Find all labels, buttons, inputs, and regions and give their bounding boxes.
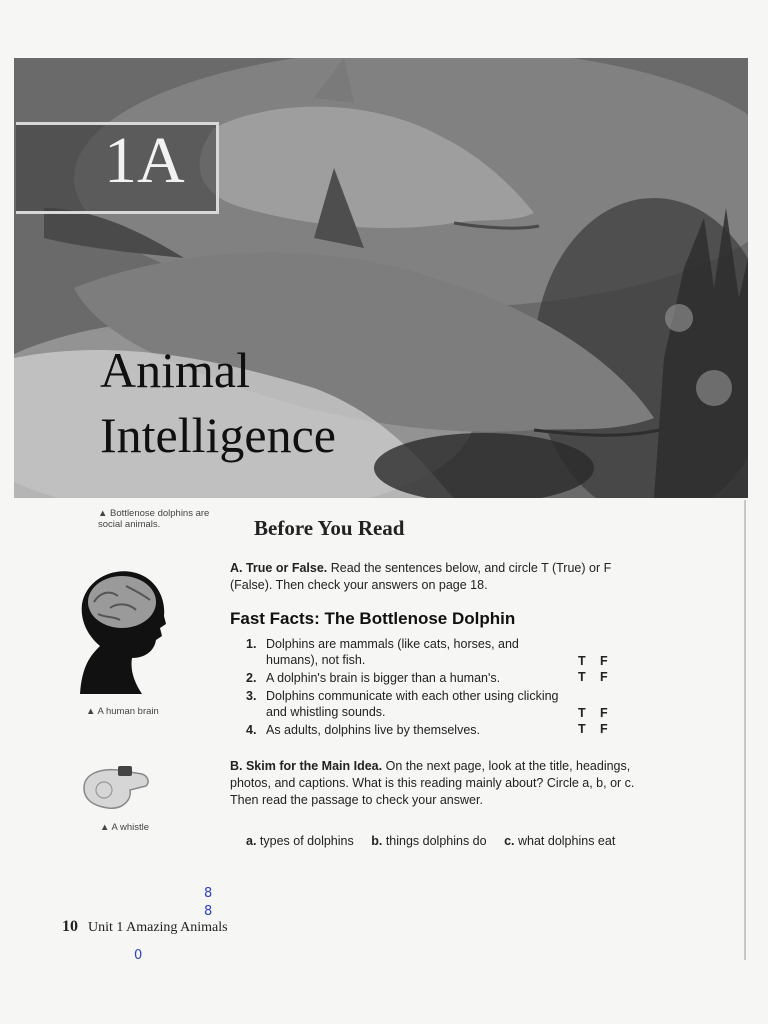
- true-option[interactable]: T: [578, 670, 586, 684]
- fact-number: 1.: [246, 637, 257, 651]
- handwritten-mark: 8: [204, 886, 213, 901]
- choice-text: types of dolphins: [259, 834, 354, 848]
- fast-facts-title: Fast Facts: The Bottlenose Dolphin: [230, 609, 516, 628]
- fact-number: 4.: [246, 723, 257, 737]
- section-a: [230, 560, 650, 594]
- fact-text: Dolphins communicate with each other using clicking and whistling sounds.: [266, 689, 559, 719]
- fact-item: [246, 636, 646, 668]
- fact-item: [246, 722, 646, 738]
- section-heading: Before You Read: [254, 516, 405, 540]
- choice-c[interactable]: [504, 834, 615, 848]
- caption-whistle: ▲ A whistle: [100, 822, 150, 833]
- choice-letter: b.: [371, 834, 383, 848]
- page-number: 10: [62, 918, 78, 935]
- false-option[interactable]: F: [600, 722, 608, 736]
- fact-number: 3.: [246, 689, 257, 703]
- true-option[interactable]: T: [578, 706, 586, 720]
- section-b-label: B. Skim for the Main Idea.: [230, 759, 383, 773]
- fact-text: Dolphins are mammals (like cats, horses, and humans), not fish.: [266, 637, 519, 667]
- section-b: [230, 758, 650, 809]
- answer-choices: [246, 834, 629, 848]
- fact-item: [246, 688, 646, 720]
- unit-title-line1: Animal: [100, 342, 250, 398]
- handwritten-mark: 8: [204, 904, 213, 919]
- true-option[interactable]: T: [578, 722, 586, 736]
- fact-item: [246, 670, 646, 686]
- section-a-label: A. True or False.: [230, 561, 328, 575]
- fact-number: 2.: [246, 671, 257, 685]
- choice-text: what dolphins eat: [518, 834, 616, 848]
- caption-brain: ▲ A human brain: [86, 706, 159, 717]
- fact-text: A dolphin's brain is bigger than a human's.: [266, 671, 501, 685]
- unit-label: Unit 1 Amazing Animals: [88, 920, 228, 935]
- unit-title-line2: Intelligence: [100, 407, 336, 463]
- false-option[interactable]: F: [600, 670, 608, 684]
- page-footer: [62, 918, 228, 936]
- false-option[interactable]: F: [600, 706, 608, 720]
- fact-text: As adults, dolphins live by themselves.: [266, 723, 480, 737]
- true-option[interactable]: T: [578, 654, 586, 668]
- choice-b[interactable]: [371, 834, 486, 848]
- human-brain-image: [70, 566, 170, 696]
- margin-rule: [744, 500, 746, 960]
- choice-letter: a.: [246, 834, 257, 848]
- false-option[interactable]: F: [600, 654, 608, 668]
- whistle-image: [78, 760, 168, 812]
- choice-a[interactable]: [246, 834, 354, 848]
- choice-text: things dolphins do: [385, 834, 487, 848]
- section-a-text: Read the sentences below, and circle T (True) or F (False). Then check your answers on page 18.: [230, 561, 612, 592]
- choice-letter: c.: [504, 834, 515, 848]
- section-b-text: On the next page, look at the title, headings, photos, and captions. What is this reading mainly about? Circle a, b, or c. Then read the passage to check your answer.: [230, 759, 635, 807]
- unit-code: 1A: [104, 124, 185, 197]
- caption-dolphins: ▲ Bottlenose dolphins are social animals.: [98, 508, 210, 530]
- handwritten-mark: 0: [134, 948, 143, 963]
